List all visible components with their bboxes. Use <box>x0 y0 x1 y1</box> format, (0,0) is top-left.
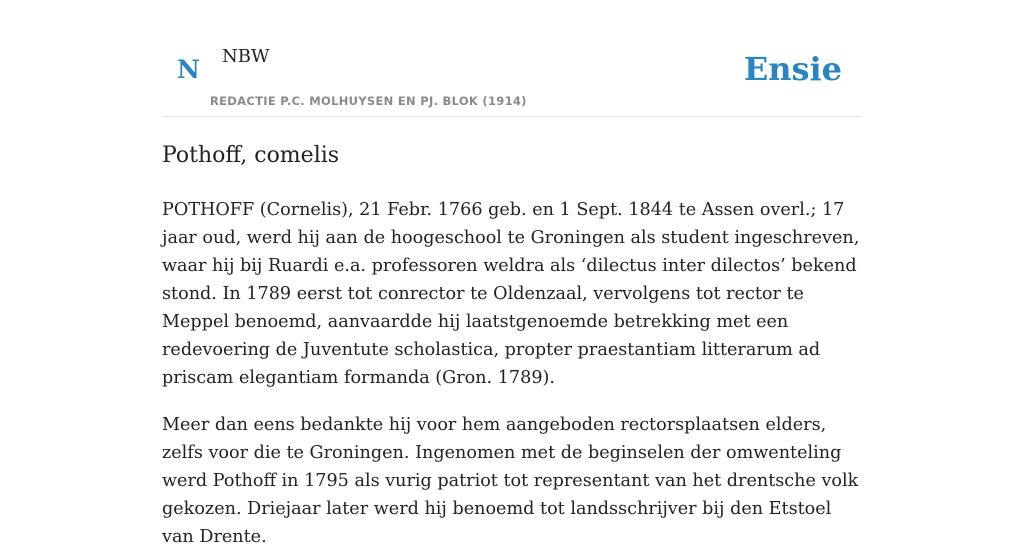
source-logo[interactable]: N <box>177 55 200 84</box>
source-subtitle: REDACTIE P.C. MOLHUYSEN EN PJ. BLOK (1914) <box>210 94 527 108</box>
article-body <box>162 196 862 551</box>
source-name[interactable]: NBW <box>222 46 270 67</box>
brand-logo-link[interactable]: Ensie <box>743 50 842 88</box>
article-paragraph: POTHOFF (Cornelis), 21 Febr. 1766 geb. en 1 Sept. 1844 te Assen overl.; 17 jaar oud, werd hij aan de hoogeschool te Groningen als student ingeschreven, waar hij bij Ruardi e.a. professoren weldra als ‘dilectus inter dilectos’ bekend stond. In 1789 eerst tot conrector te Oldenzaal, vervolgens tot rector te Meppel benoemd, aanvaardde hij laatstgenoemde betrekking met een redevoering de Juventute scholastica, propter praestantiam litterarum ad priscam elegantiam formanda (Gron. 1789). <box>162 200 860 388</box>
source-header <box>162 0 862 117</box>
article-paragraph: Meer dan eens bedankte hij voor hem aangeboden rectorsplaatsen elders, zelfs voor die te Groningen. Ingenomen met de beginselen der omwenteling werd Pothoff in 1795 als vurig patriot tot representant van het drentsche volk gekozen. Driejaar later werd hij benoemd tot landsschrijver bij den Etstoel van Drente. <box>162 415 859 547</box>
article-title: Pothoff, comelis <box>162 143 340 168</box>
page <box>162 0 862 551</box>
